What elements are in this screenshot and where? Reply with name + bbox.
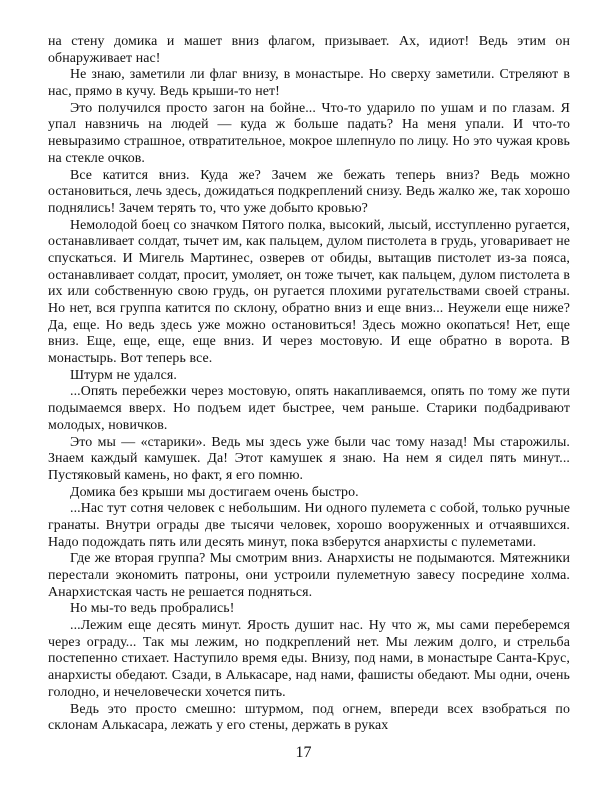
paragraph: Где же вторая группа? Мы смотрим вниз. Анархисты не подымаются. Мятежники перестали экономить патроны, они устроили пулеметную завесу посредине холма. Анархистская часть не решается подняться.	[48, 551, 570, 600]
paragraph: Домика без крыши мы достигаем очень быстро.	[70, 484, 359, 500]
paragraph: ...Опять перебежки через мостовую, опять накапливаемся, опять по тому же пути подымаемся вверх. Но подъем идет быстрее, чем раньше. Старики подбадривают молодых, новичков.	[48, 384, 570, 433]
paragraph: ...Нас тут сотня человек с небольшим. Ни одного пулемета с собой, только ручные гранаты. Внутри ограды две тысячи человек, хорошо вооруженных и отчаявшихся. Надо подождать пять или десять минут, пока взберутся анархисты с пулеметами.	[48, 501, 570, 550]
paragraph: Штурм не удался.	[70, 367, 177, 383]
paragraph: Не знаю, заметили ли флаг внизу, в монастыре. Но сверху заметили. Стреляют в нас, прямо в кучу. Ведь крыши-то нет!	[48, 67, 570, 100]
paragraph: Ведь это просто смешно: штурмом, под огнем, впереди всех взобраться по склонам Алькасара, лежать у его стены, держать в руках	[48, 701, 570, 734]
paragraph: ...Лежим еще десять минут. Ярость душит нас. Ну что ж, мы сами переберемся через ограду... Так мы лежим, но подкреплений нет. Мы лежим долго, и стрельба постепенно стихает. Наступило время еды. Внизу, под нами, в монастыре Санта-Крус, анархисты обедают. Сзади, в Алькасаре, над нами, фашисты обедают. Мы одни, очень голодно, и нечеловечески хочется пить.	[48, 618, 570, 700]
paragraph: Немолодой боец со значком Пятого полка, высокий, лысый, исступленно ругается, останавливает солдат, тычет им, как пальцем, дулом пистолета в грудь, уговаривает не спускаться. И Мигель Мартинес, озверев от обиды, вытащив пистолет из-за пояса, останавливает солдат, просит, умоляет, он тоже тычет, как пальцем, дулом пистолета в их или собственную свою грудь, он ругается плохими ругательствами своей страны. Но нет, вся группа катится по склону, обратно вниз и еще вниз... Неужели еще ниже? Да, еще. Но ведь здесь уже можно остановиться! Здесь можно окопаться! Нет, еще вниз. Еще, еще, еще, еще вниз. И через мостовую. И еще обратно в ворота. В монастырь. Вот теперь все.	[48, 217, 570, 367]
paragraph: на стену домика и машет вниз флагом, призывает. Ах, идиот! Ведь этим он обнаруживает нас!	[48, 34, 570, 66]
body-text	[48, 34, 570, 735]
paragraph: Но мы-то ведь пробрались!	[70, 601, 235, 617]
paragraph: Это мы — «старики». Ведь мы здесь уже были час тому назад! Мы старожилы. Знаем каждый камушек. Да! Этот камушек я знаю. На нем я сидел пять минут... Пустяковый камень, но факт, я его помню.	[48, 434, 570, 483]
paragraph: Это получился просто загон на бойне... Что-то ударило по ушам и по глазам. Я упал навзничь на людей — куда ж больше падать? На меня упали. И что-то невыразимо страшное, отвратительное, мокрое шлепнуло по лицу. Но это чужая кровь на стекле очков.	[48, 100, 570, 166]
page-number: 17	[295, 744, 312, 761]
paragraph: Все катится вниз. Куда же? Зачем же бежать теперь вниз? Ведь можно остановиться, лечь здесь, дожидаться подкреплений снизу. Ведь жалко же, так хорошо поднялись! Зачем терять то, что уже добыто кровью?	[48, 167, 570, 216]
